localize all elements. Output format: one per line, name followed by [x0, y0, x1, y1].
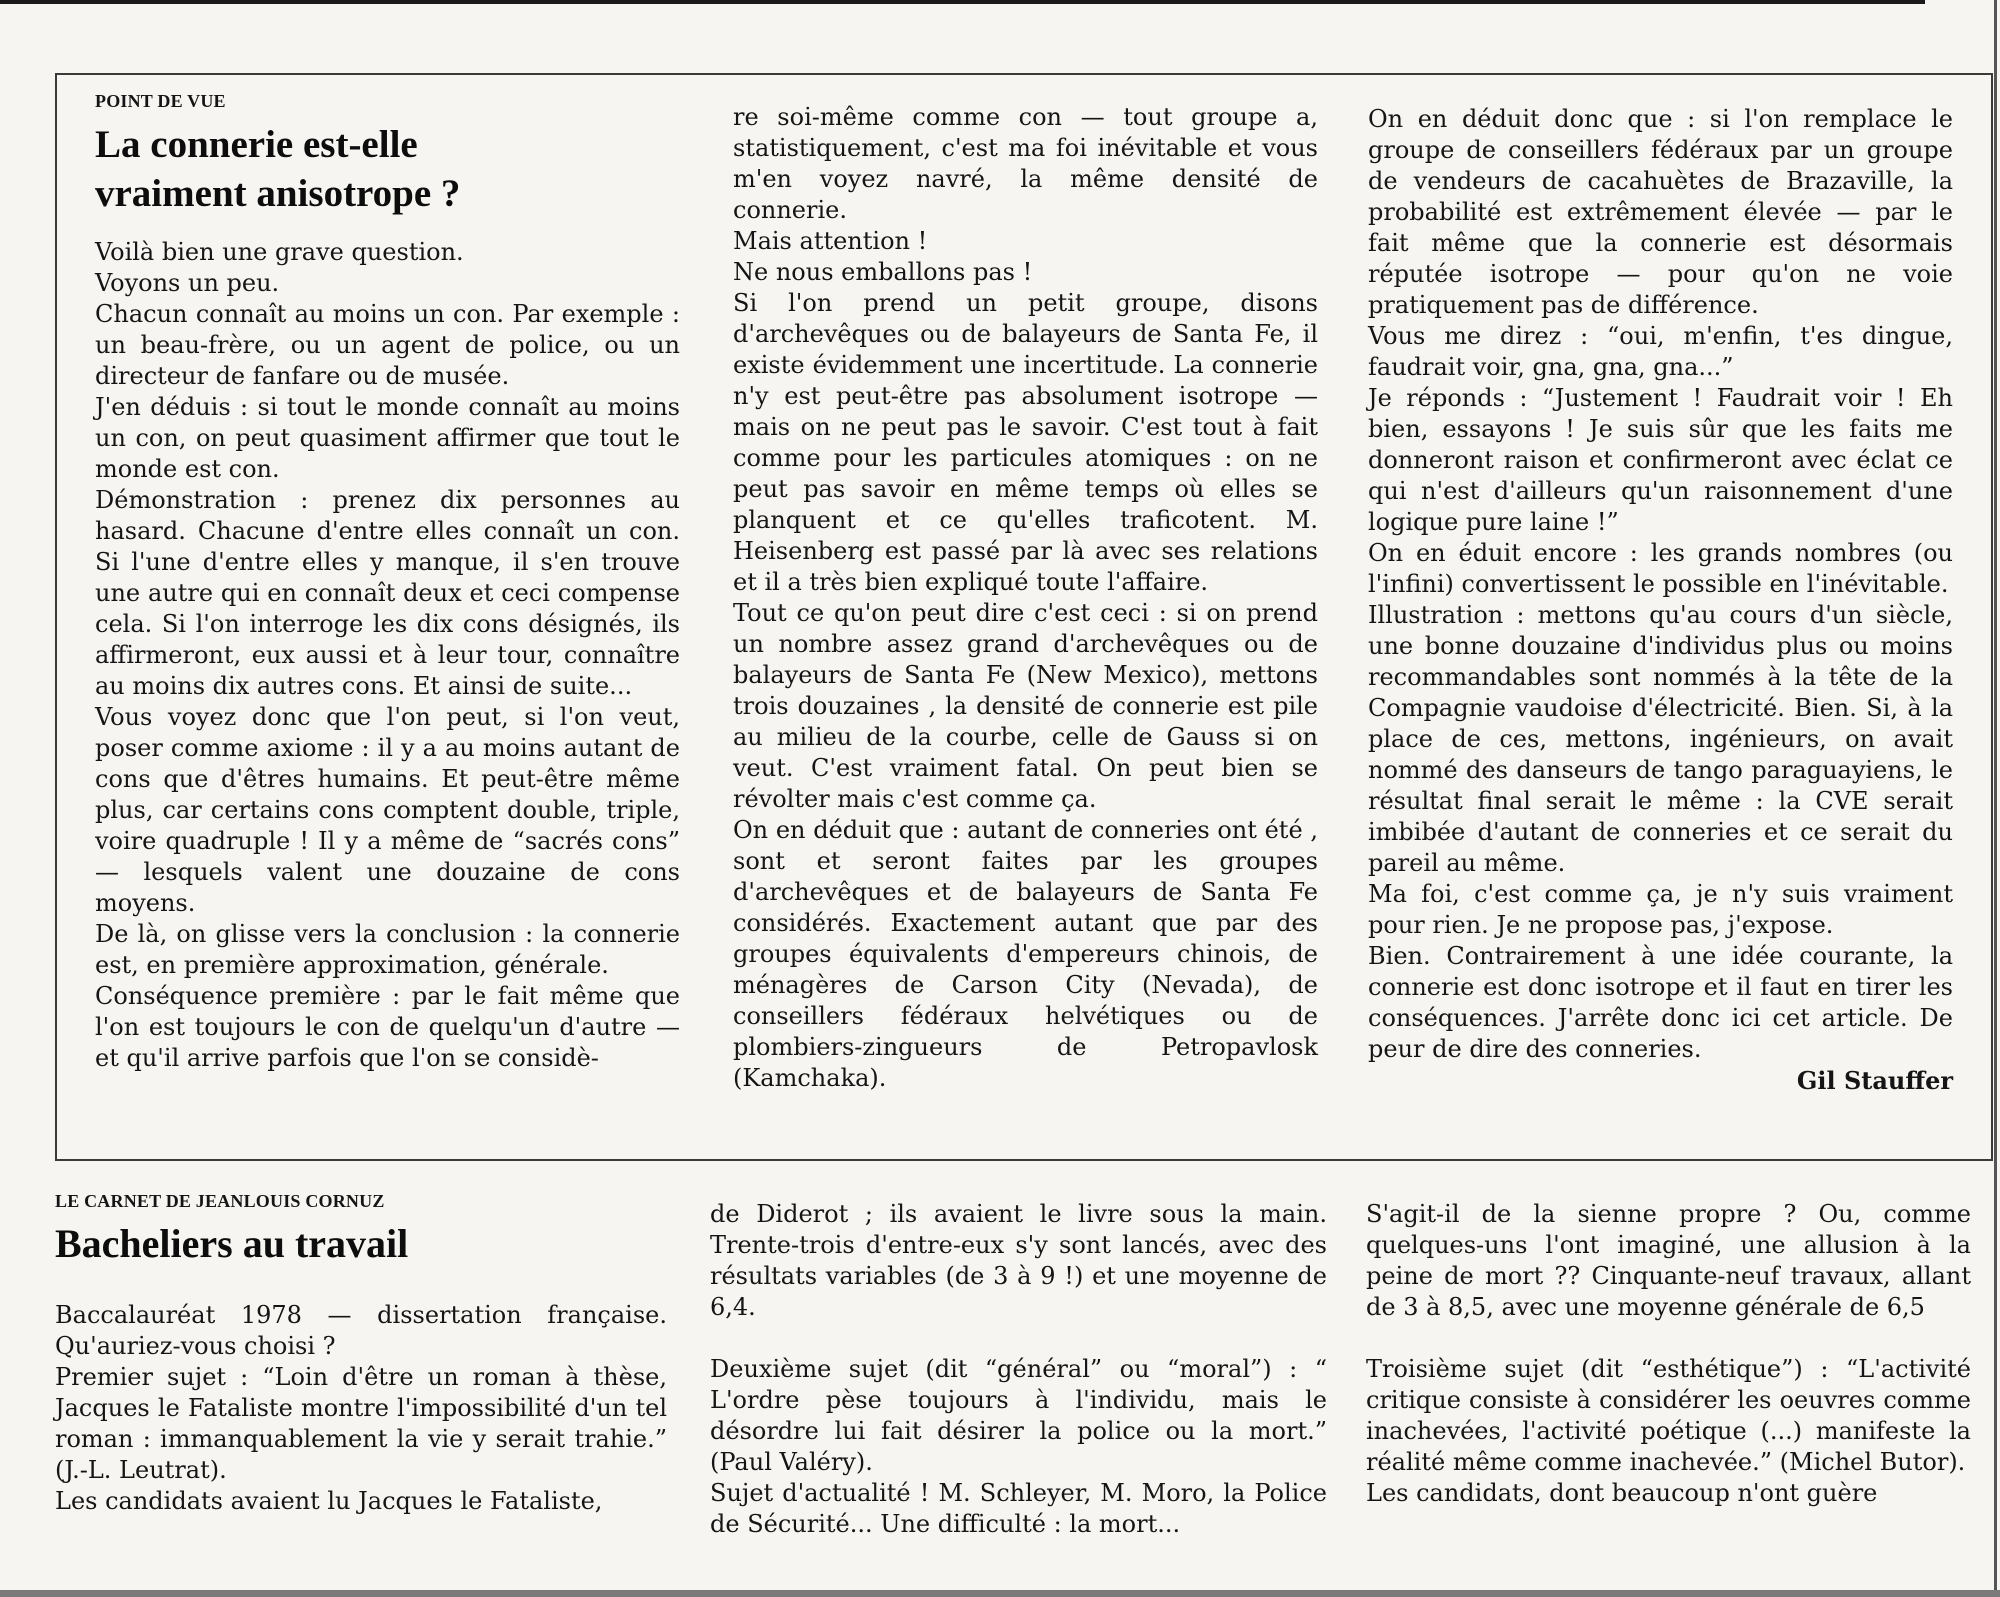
article1-headline: [95, 120, 680, 218]
article1-col2-paragraphs: [733, 102, 1318, 1094]
paragraph: Je réponds : “Justement ! Faudrait voir ! Eh bien, essayons ! Je suis sûr que les faits me donneront raison et confirmeront avec éclat ce qui n'est d'ailleurs qu'un raisonnement d'une logique pure laine !”: [1368, 384, 1953, 536]
paragraph: Chacun connaît au moins un con. Par exemple : un beau-frère, ou un agent de police, ou un directeur de fanfare ou de musée.: [95, 300, 680, 390]
paragraph: Troisième sujet (dit “esthétique”) : “L'activité critique consiste à considérer les oeuvres comme inachevées, l'activité poétique (...) manifeste la réalité même comme inachevée.” (Michel Butor).: [1366, 1355, 1971, 1476]
paragraph: Illustration : mettons qu'au cours d'un siècle, une bonne douzaine d'individus plus ou moins recommandables sont nommés à la tête de la Compagnie vaudoise d'électricité. Bien. Si, à la place de ces, mettons, ingénieurs, on avait nommé des danseurs de tango paraguayiens, le résultat final serait le même : la CVE serait imbibée d'autant de conneries et ce serait du pareil au même.: [1368, 601, 1953, 877]
paragraph: Mais attention !: [733, 227, 928, 255]
article1-col1-paragraphs: [95, 237, 680, 1074]
paragraph: Deuxième sujet (dit “général” ou “moral”) : “ L'ordre pèse toujours à l'individu, mais le désordre lui fait désirer la police ou la mort.” (Paul Valéry).: [710, 1355, 1327, 1476]
paragraph: Vous me direz : “oui, m'enfin, t'es dingue, faudrait voir, gna, gna, gna...”: [1368, 322, 1953, 381]
article2-headline: Bacheliers au travail: [55, 1221, 409, 1266]
article1-headline-line2: vraiment anisotrope ?: [95, 172, 461, 215]
article2-col2a-paragraphs: [710, 1199, 1327, 1323]
paragraph: Les candidats, dont beaucoup n'ont guère: [1366, 1479, 1878, 1507]
paragraph: Si l'on prend un petit groupe, disons d'archevêques ou de balayeurs de Santa Fe, il existe évidemment une incertitude. La connerie n'y est peut-être pas absolument isotrope — mais on ne peut pas le savoir. C'est tout à fait comme pour les particules atomiques : on ne peut pas savoir en même temps où elles se planquent et ce qu'elles traficotent. M. Heisenberg est passé par là avec ses relations et il a très bien expliqué toute l'affaire.: [733, 289, 1318, 596]
article2-column-3: [1366, 1199, 1971, 1509]
paragraph: De là, on glisse vers la conclusion : la connerie est, en première approximation, générale.: [95, 920, 680, 979]
paragraph: Baccalauréat 1978 — dissertation française. Qu'auriez-vous choisi ?: [55, 1301, 667, 1360]
article2-col2b-paragraphs: [710, 1354, 1327, 1540]
paragraph: S'agit-il de la sienne propre ? Ou, comme quelques-uns l'ont imaginé, une allusion à la peine de mort ?? Cinquante-neuf travaux, allant de 3 à 8,5, avec une moyenne générale de 6,5: [1366, 1200, 1971, 1321]
article2-column-1: [55, 1190, 667, 1517]
article1-column-3: [1368, 104, 1953, 1096]
article1-col3-paragraphs: [1368, 104, 1953, 1065]
article2-column-2: [710, 1199, 1327, 1540]
paragraph: On en déduit donc que : si l'on remplace le groupe de conseillers fédéraux par un groupe de vendeurs de cacahuètes de Brazaville, la probabilité est extrêmement élevée — par le fait même que la connerie est désormais réputée isotrope — pour qu'on ne voie pratiquement pas de différence.: [1368, 105, 1953, 319]
right-page-edge: [1994, 0, 1997, 1597]
paragraph: Ma foi, c'est comme ça, je n'y suis vraiment pour rien. Je ne propose pas, j'expose.: [1368, 880, 1953, 939]
article1-column-2: [733, 102, 1318, 1094]
top-rule: [0, 0, 1925, 4]
paragraph: Voyons un peu.: [95, 269, 280, 297]
paragraph: Démonstration : prenez dix personnes au hasard. Chacune d'entre elles connaît un con. Si l'une d'entre elles y manque, il s'en trouve une autre qui en connaît deux et ceci compense cela. Si l'on interroge les dix cons désignés, ils affirmeront, eux aussi et à leur tour, connaître au moins dix autres cons. Et ainsi de suite...: [95, 486, 680, 700]
paragraph: Conséquence première : par le fait même que l'on est toujours le con de quelqu'un d'autre — et qu'il arrive parfois que l'on se considè-: [95, 982, 680, 1072]
paragraph: Premier sujet : “Loin d'être un roman à thèse, Jacques le Fataliste montre l'impossibilité d'un tel roman : immanquablement la vie y serait trahie.” (J.-L. Leutrat).: [55, 1363, 667, 1484]
article2-col3a-paragraphs: [1366, 1199, 1971, 1323]
bottom-rule: [0, 1590, 2000, 1597]
article1-headline-line1: La connerie est-elle: [95, 123, 418, 166]
paragraph: On en éduit encore : les grands nombres (ou l'infini) convertissent le possible en l'inévitable.: [1368, 539, 1953, 598]
article1-column-1: [95, 90, 680, 1074]
paragraph: re soi-même comme con — tout groupe a, statistiquement, c'est ma foi inévitable et vous m'en voyez navré, la même densité de connerie.: [733, 103, 1318, 224]
paragraph: Ne nous emballons pas !: [733, 258, 1033, 286]
article2-col3-spacer: [1366, 1323, 1971, 1354]
paragraph: Vous voyez donc que l'on peut, si l'on veut, poser comme axiome : il y a au moins autant de cons que d'êtres humains. Et peut-être même plus, car certains cons comptent double, triple, voire quadruple ! Il y a même de “sacrés cons” — lesquels valent une douzaine de cons moyens.: [95, 703, 680, 917]
article2-col2-spacer: [710, 1323, 1327, 1354]
article2-col1-paragraphs: [55, 1300, 667, 1517]
paragraph: Voilà bien une grave question.: [95, 238, 464, 266]
article1-kicker: POINT DE VUE: [95, 91, 226, 111]
paragraph: Sujet d'actualité ! M. Schleyer, M. Moro, la Police de Sécurité... Une difficulté : la mort...: [710, 1479, 1327, 1538]
article1-signature: Gil Stauffer: [1796, 1066, 1953, 1095]
article2-col3b-paragraphs: [1366, 1354, 1971, 1509]
article2-kicker: LE CARNET DE JEANLOUIS CORNUZ: [55, 1191, 385, 1211]
paragraph: Bien. Contrairement à une idée courante, la connerie est donc isotrope et il faut en tirer les conséquences. J'arrête donc ici cet article. De peur de dire des conneries.: [1368, 942, 1953, 1063]
paragraph: J'en déduis : si tout le monde connaît au moins un con, on peut quasiment affirmer que tout le monde est con.: [95, 393, 680, 483]
paragraph: On en déduit que : autant de conneries ont été , sont et seront faites par les groupes d'archevêques et de balayeurs de Santa Fe considérés. Exactement autant que par des groupes équivalents d'empereurs chinois, de ménagères de Carson City (Nevada), de conseillers fédéraux helvétiques ou de plombiers-zingueurs de Petropavlosk (Kamchaka).: [733, 816, 1318, 1092]
paragraph: Tout ce qu'on peut dire c'est ceci : si on prend un nombre assez grand d'archevêques ou de balayeurs de Santa Fe (New Mexico), mettons trois douzaines , la densité de connerie est pile au milieu de la courbe, celle de Gauss si on veut. C'est vraiment fatal. On peut bien se révolter mais c'est comme ça.: [733, 599, 1318, 813]
paragraph: Les candidats avaient lu Jacques le Fataliste,: [55, 1487, 603, 1515]
paragraph: de Diderot ; ils avaient le livre sous la main. Trente-trois d'entre-eux s'y sont lancés, avec des résultats variables (de 3 à 9 !) et une moyenne de 6,4.: [710, 1200, 1327, 1321]
